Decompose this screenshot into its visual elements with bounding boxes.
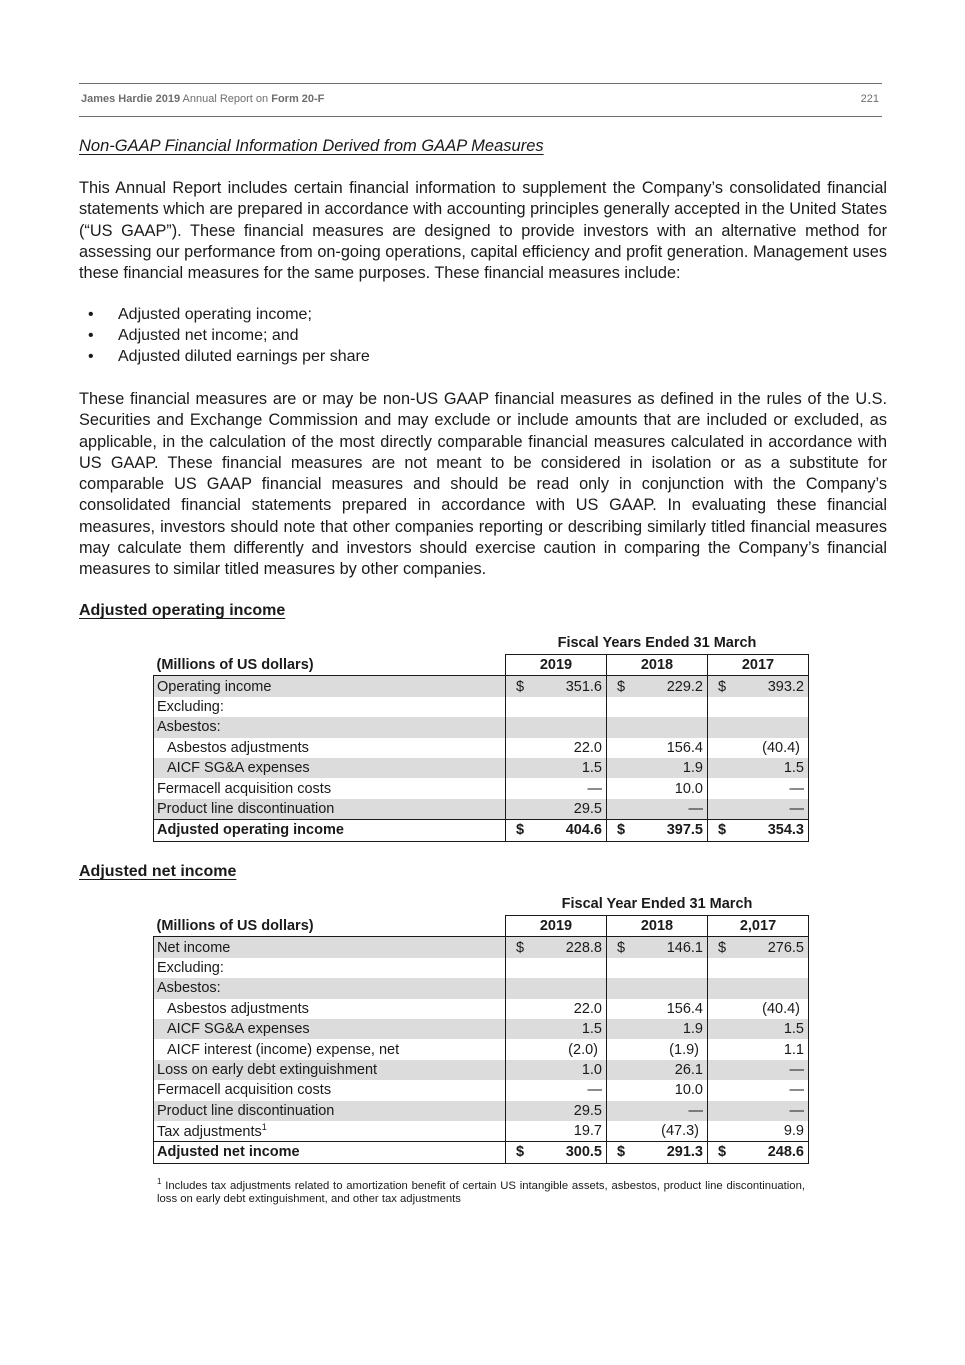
currency-symbol: $ [617, 1144, 626, 1161]
row-label [154, 697, 506, 717]
value-cell [708, 1101, 809, 1121]
value-cell [708, 778, 809, 798]
cell-value: — [587, 1082, 602, 1099]
row-label [154, 1060, 506, 1080]
row-label-text: AICF SG&A expenses [167, 760, 310, 777]
cell-value: 10.0 [674, 780, 703, 797]
table-header-row [154, 655, 809, 676]
value-cell [607, 1080, 708, 1100]
row-label [154, 676, 506, 697]
row-label-text: AICF SG&A expenses [167, 1021, 310, 1038]
footnote [157, 1175, 805, 1207]
row-label-text: Fermacell acquisition costs [157, 1082, 332, 1099]
total-value-cell [708, 1142, 809, 1163]
value-cell [708, 717, 809, 737]
column-header-2: 2017 [708, 655, 809, 676]
value-cell [506, 1060, 607, 1080]
row-label-text: Loss on early debt extinguishment [157, 1061, 378, 1078]
value-cell [506, 1101, 607, 1121]
cell-value: (40.4) [762, 1000, 800, 1017]
currency-symbol: $ [516, 1144, 525, 1161]
table-row [154, 778, 809, 798]
value-cell [708, 799, 809, 820]
currency-symbol: $ [718, 1144, 727, 1161]
row-label-text: Asbestos: [157, 980, 221, 997]
cell-value: 228.8 [565, 939, 602, 956]
list-item-text: Adjusted diluted earnings per share [118, 348, 370, 366]
value-cell [506, 676, 607, 697]
list-item [88, 304, 370, 325]
total-value-cell [506, 1142, 607, 1163]
value-cell [607, 799, 708, 820]
cell-value: 29.5 [573, 800, 602, 817]
cell-value: — [789, 1082, 804, 1099]
row-label [154, 758, 506, 778]
row-label [154, 978, 506, 998]
value-cell [607, 758, 708, 778]
value-cell [506, 738, 607, 758]
value-cell [708, 1039, 809, 1059]
currency-symbol: $ [617, 822, 626, 839]
bullet-icon: • [88, 348, 94, 366]
value-cell [708, 758, 809, 778]
table-row [154, 1019, 809, 1039]
row-label-text: Product line discontinuation [157, 1102, 335, 1119]
value-cell [708, 958, 809, 978]
value-cell [708, 978, 809, 998]
value-cell [506, 1019, 607, 1039]
header-rule-top [79, 83, 882, 84]
value-cell [708, 676, 809, 697]
value-cell [506, 758, 607, 778]
total-row [154, 1142, 809, 1163]
row-label [154, 778, 506, 798]
table-caption: Fiscal Years Ended 31 March [557, 635, 757, 651]
operating-income-table [153, 654, 809, 842]
value-cell [506, 697, 607, 717]
cell-value: — [688, 800, 703, 817]
intro-paragraph: This Annual Report includes certain financial information to supplement the Company’s consolidated financial statements which are prepared in accordance with accounting principles generally accepted in the United States (“US GAAP”). These financial measures are designed to provide investors with an alternative method for assessing our performance from on-going operations, capital efficiency and profit generation. Management uses these financial measures for the same purposes. These financial measures include: [79, 179, 887, 283]
value-cell [506, 999, 607, 1019]
currency-symbol: $ [718, 939, 727, 956]
header-company: James Hardie 2019 [81, 93, 181, 105]
total-value-cell [506, 820, 607, 841]
value-cell [506, 778, 607, 798]
value-cell [607, 697, 708, 717]
row-label-text: Asbestos adjustments [167, 739, 309, 756]
operating-income-heading: Adjusted operating income [79, 602, 286, 619]
cell-value: 9.9 [783, 1123, 804, 1140]
unit-label: (Millions of US dollars) [156, 917, 314, 934]
value-cell [708, 738, 809, 758]
row-label-text: AICF interest (income) expense, net [167, 1041, 400, 1058]
table-row [154, 697, 809, 717]
value-cell [708, 1080, 809, 1100]
cell-value: 156.4 [666, 739, 703, 756]
table-row [154, 958, 809, 978]
currency-symbol: $ [516, 939, 525, 956]
row-label [154, 1121, 506, 1142]
list-item-text: Adjusted operating income; [118, 306, 312, 323]
table-row [154, 978, 809, 998]
table-header-row [154, 916, 809, 937]
value-cell [506, 1039, 607, 1059]
cell-value: 146.1 [666, 939, 703, 956]
cell-value: 1.9 [682, 1021, 703, 1038]
row-label-text: Asbestos: [157, 719, 221, 736]
cell-value: 26.1 [674, 1061, 703, 1078]
value-cell [607, 1060, 708, 1080]
measures-list [88, 304, 370, 368]
cell-value: 1.5 [783, 760, 804, 777]
cell-value: 393.2 [767, 678, 804, 695]
net-income-heading: Adjusted net income [79, 863, 237, 880]
total-value: 354.3 [767, 822, 804, 839]
header-rule-bottom [79, 116, 882, 117]
value-cell [506, 958, 607, 978]
cell-value: 276.5 [767, 939, 804, 956]
cell-value: 1.5 [581, 760, 602, 777]
table-row [154, 1080, 809, 1100]
cell-value: — [789, 780, 804, 797]
table-row [154, 1121, 809, 1142]
cell-value: 10.0 [674, 1082, 703, 1099]
cell-value: — [789, 800, 804, 817]
value-cell [506, 799, 607, 820]
cell-value: 1.1 [783, 1041, 804, 1058]
total-value: 291.3 [666, 1144, 703, 1161]
cell-value: — [688, 1102, 703, 1119]
total-value-cell [708, 820, 809, 841]
value-cell [708, 697, 809, 717]
value-cell [607, 1121, 708, 1142]
value-cell [607, 958, 708, 978]
value-cell [607, 778, 708, 798]
row-label [154, 799, 506, 820]
header-form: Form 20-F [271, 93, 325, 105]
cell-value: 29.5 [573, 1102, 602, 1119]
table-row [154, 799, 809, 820]
table-row [154, 738, 809, 758]
row-label-text: Product line discontinuation [157, 800, 335, 817]
total-value: 300.5 [565, 1144, 602, 1161]
value-cell [607, 937, 708, 958]
value-cell [708, 999, 809, 1019]
currency-symbol: $ [617, 678, 626, 695]
cell-value: 22.0 [573, 739, 602, 756]
column-header-0: 2019 [506, 655, 607, 676]
value-cell [607, 1019, 708, 1039]
section-title: Non-GAAP Financial Information Derived from GAAP Measures [79, 137, 544, 155]
cell-value: (2.0) [568, 1041, 598, 1058]
total-value-cell [607, 820, 708, 841]
footnote-text: Includes tax adjustments related to amortization benefit of certain US intangible assets, asbestos, product line discontinuation, loss on early debt extinguishment, and other tax adjustments [157, 1179, 805, 1206]
row-label [154, 958, 506, 978]
value-cell [607, 1101, 708, 1121]
cell-value: 1.9 [682, 760, 703, 777]
column-header-1: 2018 [607, 916, 708, 937]
value-cell [607, 738, 708, 758]
row-label [154, 717, 506, 737]
table-row [154, 758, 809, 778]
currency-symbol: $ [516, 678, 525, 695]
value-cell [607, 978, 708, 998]
cell-value: (1.9) [669, 1041, 699, 1058]
table-row [154, 1060, 809, 1080]
row-label [154, 1039, 506, 1059]
cell-value: — [789, 1102, 804, 1119]
row-label-text: Excluding: [157, 959, 224, 976]
row-label [154, 738, 506, 758]
cell-value: 1.0 [581, 1061, 602, 1078]
row-label [154, 1019, 506, 1039]
currency-symbol: $ [718, 678, 727, 695]
cell-value: (47.3) [661, 1123, 699, 1140]
value-cell [708, 1121, 809, 1142]
value-cell [506, 1121, 607, 1142]
row-label [154, 1101, 506, 1121]
row-label [154, 1080, 506, 1100]
column-header-2: 2,017 [708, 916, 809, 937]
table-caption: Fiscal Year Ended 31 March [561, 896, 753, 912]
row-label-text: Excluding: [157, 698, 224, 715]
cell-value: 1.5 [581, 1021, 602, 1038]
value-cell [708, 937, 809, 958]
bullet-icon: • [88, 327, 94, 345]
table-row [154, 1101, 809, 1121]
total-label: Adjusted operating income [154, 820, 506, 841]
row-label [154, 937, 506, 958]
value-cell [708, 1060, 809, 1080]
row-label-text: Tax adjustments [157, 1124, 262, 1141]
header-report: Annual Report on [182, 93, 269, 105]
column-header-1: 2018 [607, 655, 708, 676]
table-row [154, 1039, 809, 1059]
total-value-cell [607, 1142, 708, 1163]
cell-value: 19.7 [573, 1123, 602, 1140]
table-row [154, 999, 809, 1019]
bullet-icon: • [88, 306, 94, 323]
table-row [154, 676, 809, 697]
row-label-text: Fermacell acquisition costs [157, 780, 332, 797]
footnote-ref: 1 [261, 1122, 267, 1133]
list-item [88, 346, 370, 367]
row-label-text: Asbestos adjustments [167, 1000, 309, 1017]
currency-symbol: $ [617, 939, 626, 956]
total-value: 248.6 [767, 1144, 804, 1161]
table-row [154, 717, 809, 737]
cell-value: — [789, 1061, 804, 1078]
value-cell [506, 717, 607, 737]
cell-value: 1.5 [783, 1021, 804, 1038]
page-number: 221 [860, 93, 879, 105]
row-label-text: Operating income [157, 678, 272, 695]
value-cell [506, 937, 607, 958]
cell-value: 229.2 [666, 678, 703, 695]
cell-value: 351.6 [565, 678, 602, 695]
value-cell [708, 1019, 809, 1039]
row-label [154, 999, 506, 1019]
cell-value: (40.4) [762, 739, 800, 756]
unit-label: (Millions of US dollars) [156, 656, 314, 673]
running-header [81, 93, 324, 105]
disclaimer-paragraph: These financial measures are or may be non-US GAAP financial measures as defined in the rules of the U.S. Securities and Exchange Commission and may exclude or include amounts that are included or excluded, as applicable, in the calculation of the most directly comparable financial measures calculated in accordance with US GAAP. These financial measures are not meant to be considered in isolation or as a substitute for comparable US GAAP financial measures and should be read only in conjunction with the Company’s consolidated financial statements prepared in accordance with US GAAP. In evaluating these financial measures, investors should note that other companies reporting or describing similarly titled financial measures may calculate them differently and investors should exercise caution in comparing the Company’s financial measures to similar titled measures by other companies. [79, 390, 887, 579]
value-cell [607, 1039, 708, 1059]
currency-symbol: $ [516, 822, 525, 839]
total-label: Adjusted net income [154, 1142, 506, 1163]
list-item-text: Adjusted net income; and [118, 327, 299, 345]
row-label-text: Net income [157, 939, 231, 956]
value-cell [607, 999, 708, 1019]
value-cell [607, 717, 708, 737]
value-cell [506, 1080, 607, 1100]
value-cell [607, 676, 708, 697]
total-row [154, 820, 809, 841]
footnote-marker: 1 [157, 1177, 162, 1186]
net-income-table [153, 915, 809, 1164]
value-cell [506, 978, 607, 998]
column-header-0: 2019 [506, 916, 607, 937]
total-value: 404.6 [565, 822, 602, 839]
list-item [88, 325, 370, 346]
total-value: 397.5 [666, 822, 703, 839]
table-row [154, 937, 809, 958]
cell-value: — [587, 780, 602, 797]
currency-symbol: $ [718, 822, 727, 839]
cell-value: 156.4 [666, 1000, 703, 1017]
cell-value: 22.0 [573, 1000, 602, 1017]
